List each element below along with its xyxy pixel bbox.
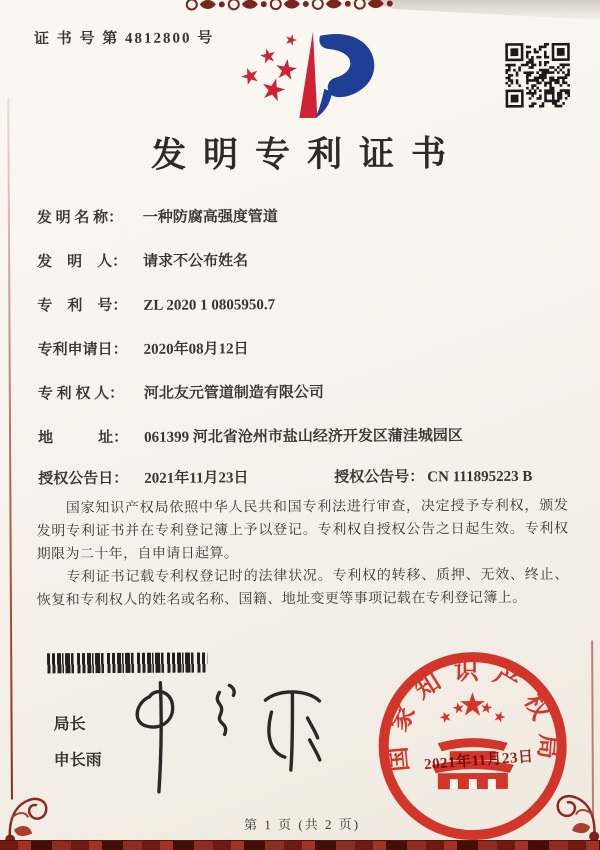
field-label: 授权公告号：: [334, 469, 425, 486]
field-value: 2020年08月12日: [143, 341, 249, 358]
field-patentee: [38, 381, 324, 403]
field-label: 发 明 人：: [37, 253, 128, 271]
top-border-ornament: [184, 0, 396, 13]
field-value: 061399 河北省沧州市盐山经济开发区蒲洼城园区: [144, 428, 463, 446]
field-inventor: [37, 249, 248, 271]
field-label: 地 址：: [38, 429, 129, 447]
page-footer: 第 1 页 (共 2 页): [244, 816, 361, 833]
director-name: 申长雨: [53, 752, 102, 770]
field-value: ZL 2020 1 0805950.7: [143, 297, 276, 314]
field-patent-number: [37, 293, 275, 315]
field-label: 专利申请日：: [37, 341, 128, 359]
field-grant-date: [38, 466, 248, 488]
field-label: 授权公告日：: [38, 470, 129, 488]
director-signature: [119, 676, 352, 805]
seal-org-text: 国家知识产权局: [383, 658, 562, 773]
field-value: 一种防腐高强度管道: [142, 209, 278, 226]
field-value: 河北友元管道制造有限公司: [143, 384, 324, 402]
field-address: [38, 424, 463, 447]
field-grant-publication-number: [334, 465, 532, 487]
page-title: 发明专利证书: [150, 134, 464, 175]
bottom-border-strip: [0, 840, 600, 850]
qr-code: [504, 42, 571, 109]
field-label: 专 利 权 人：: [37, 385, 125, 403]
field-value: 请求不公布姓名: [143, 253, 249, 270]
barcode: [47, 652, 207, 673]
legal-text: [36, 495, 569, 613]
cnipa-logo-icon: [228, 26, 377, 125]
legal-paragraph-2: 专利证书记载专利权登记时的法律状况。专利权的转移、质押、无效、终止、恢复和专利权人的姓名或名称、国籍、地址变更等事项记载在专利登记簿上。: [36, 567, 569, 609]
field-value: CN 111895223 B: [427, 468, 533, 486]
left-border-line: [7, 98, 13, 800]
seal-date: 2021年11月23日: [423, 748, 535, 774]
national-emblem-icon: [431, 692, 514, 789]
field-label: 发 明 名 称：: [36, 209, 124, 227]
field-invention-title: [37, 205, 278, 227]
field-value: 2021年11月23日: [144, 470, 249, 487]
field-label: 专 利 号：: [37, 297, 128, 315]
director-title: 局长: [53, 716, 86, 734]
field-filing-date: [38, 337, 249, 359]
legal-paragraph-1: 国家知识产权局依照中华人民共和国专利法进行审查，决定授予专利权，颁发发明专利证书并在专利登记簿上予以登记。专利权自授权公告之日起生效。专利权期限为二十年，自申请日起算。: [36, 498, 569, 563]
certificate-number: 证 书 号 第 4812800 号: [33, 30, 215, 48]
